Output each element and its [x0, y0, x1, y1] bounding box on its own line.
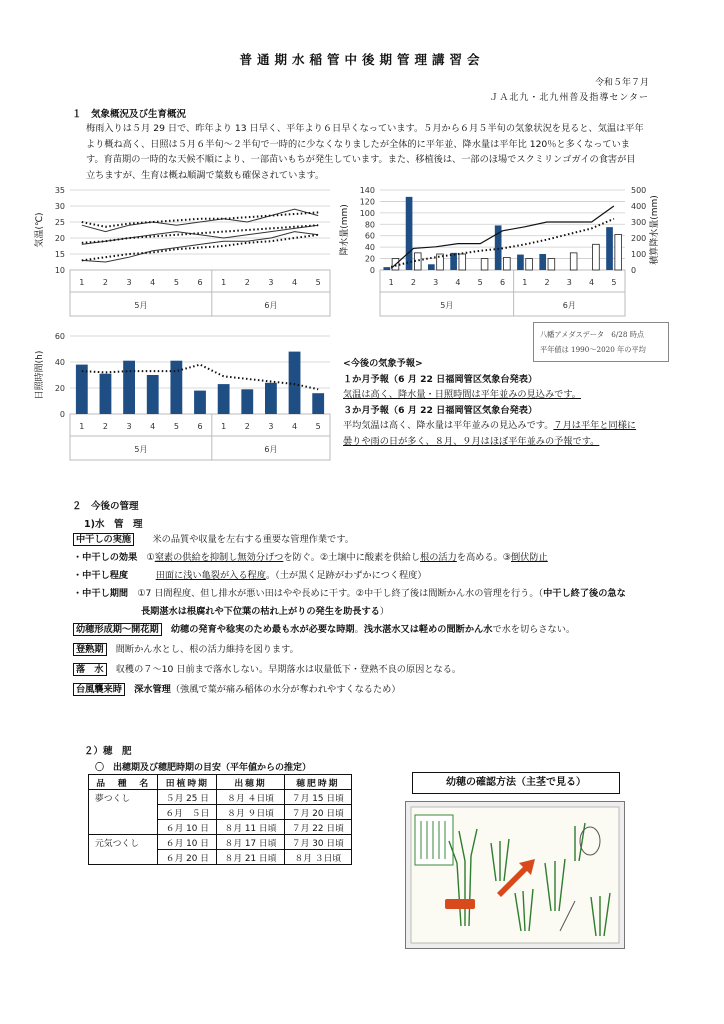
water-management-text: 中干しの実施 米の品質や収量を左右する重要な管理作業です。 ・中干しの効果 ①窒素の供給を抑制し無効分げつを防ぐ。②土壌中に酸素を供給し根の活力を高める。③倒伏防止 ・中干し程度 田面に浅い亀裂が入る程度。（土が黒く足跡がわずかにつく程度） ・中干し期間 ①7 日間程度、但し排水が悪い田はやや長めに干す。②中干し終了後は間断かん水の管理を行う。（中干し終了後の急な 長期湛水は根腐れや下位葉の枯れ上がりの発生を助長する） 幼穂形成期～開花期 幼穂の発育や稔実のため最も水が必要な時期。浅水湛水又は軽めの間断かん水で水を切らさない。 登熟期 間断かん水とし、根の活力維持を図ります。 落 水 収穫の７～10 日前まで落水しない。早期落水は収量低下・登熟不良の原因となる。 台風襲来時 深水管理（強風で葉が痛み稲体の水分が奪われやすくなるため）: [73, 534, 626, 695]
y2-tick-label: 400: [631, 202, 647, 211]
table-row: 夢つくし ５月 25 日 ８月 ４日頃 ７月 15 日頃: [89, 790, 352, 805]
category-axis-box: [70, 414, 330, 460]
precip-bar: [517, 255, 524, 270]
schedule-subheading: 〇 出穂期及び穂肥時期の目安（平年値からの推定）: [95, 763, 312, 773]
y2-tick-label: 300: [631, 218, 647, 227]
sunshine-bar: [194, 391, 206, 414]
figure-title: 幼穂の確認方法（主茎で見る）: [412, 772, 620, 794]
x-tick-label: 2: [410, 278, 416, 287]
y-tick-label: 140: [359, 186, 375, 195]
y-tick-label: 0: [59, 410, 65, 419]
mean-temp-normal-line: [82, 225, 318, 243]
x-tick-label: 1: [522, 278, 528, 287]
x-tick-label: 3: [126, 278, 132, 287]
x-tick-label: 3: [433, 278, 439, 287]
x-tick-label: 3: [566, 278, 572, 287]
x-tick-label: 3: [126, 422, 132, 431]
month-label: 6月: [264, 301, 278, 310]
x-tick-label: 2: [244, 422, 250, 431]
y2-axis-label: 積算降水量(mm): [650, 195, 660, 265]
document-date: 令和５年７月: [594, 78, 649, 88]
y2-tick-label: 200: [631, 234, 647, 243]
x-tick-label: 1: [221, 278, 227, 287]
sunshine-bar: [123, 361, 135, 414]
precip-bar: [606, 227, 613, 270]
schedule-table: 品 種 名 田植時期 出穂期 穂肥時期 夢つくし ５月 25 日 ８月 ４日頃 ７月 15 日頃 ６月 ５日 ８月 ９日頃 ７月 20 日頃 ６月 10 日 ８月 11 日頃 ７月 22 日頃 元気つくし ６月 10 日 ８月 17 日頃 ７月 30 日頃 ６月 20 日 ８月 21 日頃 ８月 ３日頃: [88, 774, 352, 865]
sunshine-bar: [241, 389, 253, 414]
precip-bar: [406, 197, 413, 270]
temperature-chart: [30, 184, 335, 319]
sunshine-normal-line: [82, 365, 318, 390]
y-tick-label: 60: [54, 332, 65, 341]
category-axis-box: [380, 270, 625, 316]
y-tick-label: 80: [364, 220, 375, 230]
month-label: 5月: [440, 301, 454, 310]
section1-text: 梅雨入りは５月 29 日で、昨年より 13 日早く、平年より６日早くなっています。５月から６月５半旬の気象状況を見ると、気温は平年 より概ね高く、日照は５月６半旬～２半旬で一時的に少なくなりましたが全体的に平年並、降水量は平年比 120％と多くなっていま す。育苗期の一時的な天候不順により、一部苗いもちが発生しています。また、移植後は、一部のほ場でスクミリンゴガイの食害が目 立ちますが、生育は概ね順調で葉数も確保されています。: [86, 123, 644, 181]
forecast-block: <今後の気象予報> １か月予報（6 月 22 日福岡管区気象台発表） 気温は高く、降水量・日照時間は平年並みの見込みです。 ３か月予報（6 月 22 日福岡管区気象台発表） 平均気温は高く、降水量は平年並みの見込みです。７月は平年と同様に 曇りや雨の日が多く、８月、９月はほぼ平年並みの予報です。: [343, 356, 673, 449]
forecast-1month-text: 気温は高く、降水量・日照時間は平年並みの見込みです。: [343, 389, 581, 400]
min-temp-line: [82, 232, 318, 262]
organization: ＪＡ北九・北九州普及指導センター: [489, 93, 649, 103]
x-tick-label: 2: [102, 278, 109, 287]
precip-normal-bar: [548, 259, 555, 270]
y-tick-label: 40: [364, 243, 375, 253]
month-label: 5月: [134, 301, 148, 310]
forecast-3month-title: ３か月予報（6 月 22 日福岡管区気象台発表）: [343, 404, 538, 416]
x-tick-label: 4: [291, 422, 298, 431]
table-row: 元気つくし ６月 10 日 ８月 17 日頃 ７月 30 日頃: [89, 835, 352, 850]
x-tick-label: 5: [611, 278, 617, 287]
y-tick-label: 120: [359, 197, 375, 207]
y-tick-label: 20: [54, 384, 65, 393]
precip-bar: [383, 267, 390, 270]
sunshine-chart: [30, 328, 335, 463]
y-tick-label: 25: [54, 218, 65, 227]
x-tick-label: 1: [79, 278, 85, 287]
page-title: 普通期水稲管中後期管理講習会: [239, 52, 485, 67]
min-temp-normal-line: [82, 235, 318, 261]
sunshine-bar: [147, 375, 159, 414]
y-tick-label: 100: [359, 208, 375, 218]
x-tick-label: 4: [291, 278, 298, 287]
precip-normal-bar: [504, 257, 511, 270]
month-label: 5月: [134, 445, 148, 454]
precip-normal-bar: [459, 254, 466, 270]
x-tick-label: 6: [197, 278, 203, 287]
y-tick-label: 20: [54, 234, 65, 243]
forecast-heading: <今後の気象予報>: [343, 358, 423, 369]
month-label: 6月: [264, 445, 278, 454]
precip-normal-bar: [570, 253, 577, 270]
sunshine-bar: [218, 384, 230, 414]
y-tick-label: 60: [364, 231, 375, 241]
sunshine-bar: [265, 383, 277, 414]
y-tick-label: 30: [54, 202, 65, 211]
x-tick-label: 1: [79, 422, 85, 431]
y-tick-label: 0: [369, 266, 375, 275]
y-tick-label: 20: [364, 254, 375, 264]
x-tick-label: 5: [173, 422, 179, 431]
y-tick-label: 35: [54, 186, 65, 195]
forecast-3month-text: 平均気温は高く、降水量は平年並みの見込みです。７月は平年と同様に: [343, 420, 637, 431]
x-tick-label: 5: [315, 278, 321, 287]
forecast-1month-title: １か月予報（6 月 22 日福岡管区気象台発表）: [343, 373, 538, 385]
table-row: ６月 10 日 ８月 11 日頃 ７月 22 日頃: [89, 820, 352, 835]
precip-normal-bar: [615, 235, 622, 270]
sunshine-bar: [312, 393, 324, 414]
precip-bar: [428, 264, 435, 270]
section2-heading: ２ 今後の管理: [72, 501, 139, 512]
precip-normal-bar: [481, 259, 488, 270]
table-row: ６月 20 日 ８月 21 日頃 ８月 ３日頃: [89, 850, 352, 865]
y-tick-label: 10: [54, 266, 65, 275]
y2-tick-label: 0: [631, 266, 637, 275]
max-temp-normal-line: [82, 212, 318, 226]
x-tick-label: 3: [268, 422, 274, 431]
x-tick-label: 1: [221, 422, 227, 431]
x-tick-label: 5: [173, 278, 179, 287]
x-tick-label: 6: [499, 278, 506, 287]
x-tick-label: 4: [589, 278, 595, 287]
cumulative-precip-line: [391, 206, 614, 268]
x-tick-label: 1: [388, 278, 394, 287]
sunshine-bar: [170, 361, 182, 414]
panicle-fertilizer-heading: ２）穂 肥: [84, 746, 132, 757]
y-axis-label: 気温(℃): [35, 212, 45, 248]
precip-normal-bar: [526, 259, 533, 270]
amedas-note: 八幡アメダスデータ 6/28 時点 平年値は 1990～2020 年の平均: [533, 322, 669, 362]
precip-normal-bar: [593, 244, 600, 270]
water-management-heading: 1)水 管 理: [84, 519, 143, 530]
x-tick-label: 2: [102, 422, 109, 431]
y-tick-label: 15: [54, 250, 65, 259]
x-tick-label: 4: [150, 278, 156, 287]
y2-tick-label: 100: [631, 250, 647, 259]
x-tick-label: 3: [268, 278, 274, 287]
x-tick-label: 6: [197, 422, 203, 431]
y-tick-label: 40: [54, 358, 65, 367]
table-row: ６月 ５日 ８月 ９日頃 ７月 20 日頃: [89, 805, 352, 820]
category-axis-box: [70, 270, 330, 316]
x-tick-label: 4: [150, 422, 156, 431]
cumulative-precip-normal-line: [391, 219, 614, 267]
x-tick-label: 2: [544, 278, 550, 287]
section1-heading: １ 気象概況及び生育概況: [72, 109, 187, 120]
precip-bar: [539, 254, 546, 270]
x-tick-label: 2: [244, 278, 250, 287]
month-label: 6月: [562, 301, 576, 310]
sunshine-bar: [100, 374, 112, 414]
precipitation-chart: [335, 184, 665, 319]
y2-tick-label: 500: [631, 186, 647, 195]
x-tick-label: 5: [477, 278, 483, 287]
x-tick-label: 5: [315, 422, 321, 431]
y-axis-label: 日照時間(h): [35, 350, 45, 400]
y-axis-label: 降水量(mm): [340, 204, 350, 256]
max-temp-line: [82, 209, 318, 231]
panicle-illustration: [405, 801, 625, 949]
x-tick-label: 4: [455, 278, 461, 287]
